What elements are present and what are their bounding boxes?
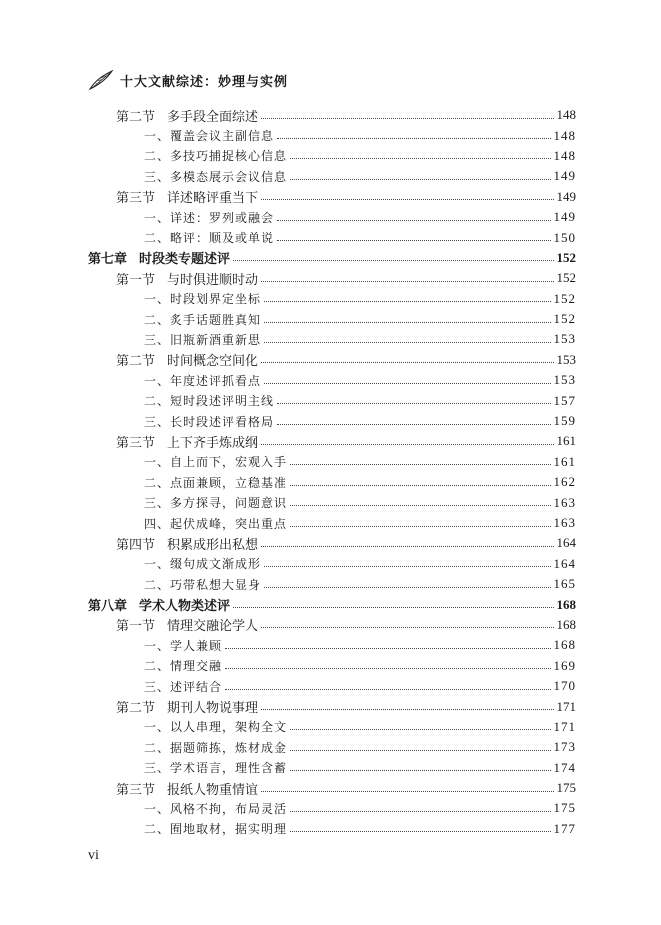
toc-entry-label [144,413,274,430]
toc-entry-label [144,555,261,572]
toc-entry-label [144,392,274,409]
toc-entry-page: 164 [556,535,576,551]
dot-leader [277,220,550,221]
toc-entry-page: 169 [553,657,576,673]
toc-item-entry [88,472,576,492]
toc-entry-page: 171 [556,698,576,714]
toc-entry-page: 173 [553,739,576,755]
dot-leader [261,281,553,282]
toc-entry-title: 二、情理交融 [144,659,223,674]
toc-entry-title: 积累成形出私想 [167,537,259,553]
toc-item-entry [88,492,576,512]
dot-leader [277,138,550,139]
toc-entry-title: 一、覆盖会议主副信息 [144,129,275,144]
toc-section-entry [88,615,576,635]
dot-leader [264,566,550,567]
toc-entry-number: 第四节 [116,537,156,553]
toc-entry-title: 二、巧带私想大显身 [144,577,262,592]
toc-entry-page: 153 [556,351,576,367]
toc-entry-label [144,229,274,246]
toc-item-entry [88,513,576,533]
dot-leader [277,240,550,241]
toc-entry-page: 177 [553,820,576,836]
toc-entry-number: 第三节 [116,435,156,451]
toc-entry-number: 第二节 [116,701,156,717]
toc-section-entry [88,533,576,553]
toc-entry-page: 159 [553,413,576,429]
toc-entry-page: 153 [553,372,576,388]
toc-entry-title: 一、自上而下，宏观入手 [144,455,288,470]
toc-section-entry [88,778,576,798]
toc-entry-page: 149 [553,168,576,184]
toc-entry-page: 148 [556,107,576,123]
toc-item-entry [88,289,576,309]
toc-item-entry [88,329,576,349]
dot-leader [290,729,550,730]
toc-entry-label [116,615,258,634]
toc-entry-title: 三、述评结合 [144,679,223,694]
toc-entry-label [144,515,287,532]
toc-entry-label [144,759,287,776]
dot-leader [233,260,553,261]
toc-entry-label [144,494,287,511]
toc-entry-title: 二、炙手话题胜真知 [144,312,262,327]
toc-entry-page: 161 [556,433,576,449]
toc-entry-number: 第八章 [88,599,128,615]
dot-leader [290,526,550,527]
toc-entry-label [144,290,261,307]
toc-entry-page: 152 [553,290,576,306]
dot-leader [225,668,550,669]
toc-section-entry [88,268,576,288]
toc-entry-label [144,637,222,654]
toc-item-entry [88,758,576,778]
toc-item-entry [88,737,576,757]
toc-entry-title: 报纸人物重情谊 [167,782,259,798]
toc-entry-page: 153 [553,331,576,347]
toc-entry-number: 第二节 [116,109,156,125]
toc-item-entry [88,411,576,431]
dot-leader [261,362,553,363]
toc-entry-page: 149 [553,209,576,225]
page-number: vi [88,848,99,863]
toc-section-entry [88,431,576,451]
toc-section-entry [88,350,576,370]
toc-entry-label [88,248,230,267]
dot-leader [290,485,550,486]
toc-entry-title: 一、年度述评抓看点 [144,373,262,388]
dot-leader [264,322,550,323]
toc-entry-number: 第二节 [116,354,156,370]
toc-item-entry [88,452,576,472]
toc-entry-label [144,168,287,185]
toc-entry-label [116,106,258,125]
toc-section-entry [88,187,576,207]
toc-entry-label [144,657,222,674]
dot-leader [264,342,550,343]
toc-item-entry [88,390,576,410]
dot-leader [290,464,550,465]
dot-leader [290,750,550,751]
toc-entry-label [144,331,261,348]
toc-entry-label [116,534,258,553]
toc-item-entry [88,125,576,145]
toc-entry-label [144,576,261,593]
dot-leader [290,158,550,159]
toc-entry-title: 一、时段划界定坐标 [144,292,262,307]
toc-entry-label [88,595,230,614]
toc-entry-title: 情理交融论学人 [167,619,259,635]
toc-entry-page: 152 [556,249,576,265]
toc-entry-title: 三、旧瓶新酒重新思 [144,332,262,347]
dot-leader [225,689,550,690]
toc-entry-page: 164 [553,555,576,571]
toc-entry-label [144,147,287,164]
toc-entry-title: 一、学人兼顾 [144,638,223,653]
toc-entry-title: 二、多技巧捕捉核心信息 [144,149,288,164]
dot-leader [264,587,550,588]
toc-entry-page: 148 [553,147,576,163]
toc-entry-label [144,820,287,837]
toc-entry-page: 150 [553,229,576,245]
toc-entry-title: 与时俱进顺时动 [167,272,259,288]
toc-item-entry [88,146,576,166]
toc-entry-page: 149 [556,188,576,204]
toc-entry-title: 时间概念空间化 [167,354,259,370]
toc-item-entry [88,717,576,737]
toc-entry-page: 175 [553,800,576,816]
toc-entry-title: 详述略评重当下 [167,191,259,207]
toc-item-entry [88,574,576,594]
toc-entry-title: 四、起伏成峰，突出重点 [144,516,288,531]
toc-section-entry [88,105,576,125]
toc-entry-page: 148 [553,127,576,143]
dot-leader [261,709,553,710]
dot-leader [290,770,550,771]
toc-entry-page: 170 [553,678,576,694]
dot-leader [264,301,550,302]
toc-entry-label [144,372,261,389]
toc-entry-title: 二、点面兼顾，立稳基准 [144,475,288,490]
toc-entry-title: 二、据题筛拣，炼材成金 [144,740,288,755]
toc-entry-page: 168 [553,637,576,653]
toc-entry-title: 一、风格不拘，布局灵活 [144,801,288,816]
toc-item-entry [88,656,576,676]
toc-chapter-entry [88,594,576,614]
toc-entry-label [144,739,287,756]
toc-item-entry [88,227,576,247]
toc-item-entry [88,309,576,329]
toc-entry-page: 152 [556,270,576,286]
toc-entry-page: 163 [553,494,576,510]
dot-leader [225,648,550,649]
toc-entry-label [144,800,287,817]
dot-leader [261,444,553,445]
toc-entry-title: 时段类专题述评 [139,252,231,268]
toc-item-entry [88,166,576,186]
toc-entry-title: 三、多模态展示会议信息 [144,169,288,184]
toc-entry-title: 三、长时段述评看格局 [144,414,275,429]
toc-entry-title: 多手段全面综述 [167,109,259,125]
dot-leader [277,403,550,404]
toc-entry-page: 161 [553,453,576,469]
toc-item-entry [88,370,576,390]
toc-entry-label [144,453,287,470]
toc-entry-number: 第三节 [116,191,156,207]
toc-entry-title: 期刊人物说事理 [167,701,259,717]
toc-entry-title: 三、多方探寻，问题意识 [144,496,288,511]
toc-entry-title: 上下齐手炼成纲 [167,435,259,451]
dot-leader [233,607,553,608]
toc-item-entry [88,819,576,839]
toc-entry-title: 二、略评：顺及或单说 [144,231,275,246]
dot-leader [261,791,553,792]
toc-entry-number: 第一节 [116,272,156,288]
toc-entry-label [144,718,287,735]
toc-entry-label [116,432,258,451]
toc-item-entry [88,798,576,818]
dot-leader [277,424,550,425]
toc-entry-label [116,187,258,206]
toc-entry-page: 163 [553,515,576,530]
toc-entry-label [144,678,222,695]
toc-entry-title: 一、详述：罗列或融会 [144,210,275,225]
feather-quill-icon [88,69,114,91]
toc-entry-label [116,350,258,369]
dot-leader [261,546,553,547]
toc-entry-label [144,127,274,144]
toc-entry-label [144,474,287,491]
toc-entry-title: 三、学术语言，理性含蓄 [144,761,288,776]
toc-entry-page: 152 [553,311,576,327]
toc-entry-title: 二、囿地取材，据实明理 [144,822,288,837]
toc-item-entry [88,676,576,696]
running-header [88,68,288,92]
toc-entry-title: 学术人物类述评 [139,599,231,615]
toc-entry-number: 第七章 [88,252,128,268]
toc-entry-page: 162 [553,474,576,490]
dot-leader [261,118,553,119]
toc-section-entry [88,696,576,716]
dot-leader [290,179,550,180]
toc-chapter-entry [88,248,576,268]
table-of-contents [88,105,576,839]
toc-entry-page: 168 [556,596,576,612]
toc-entry-label [116,779,258,798]
toc-entry-number: 第三节 [116,782,156,798]
toc-entry-title: 一、以人串理，架构全文 [144,720,288,735]
toc-item-entry [88,554,576,574]
toc-entry-label [116,269,258,288]
dot-leader [264,383,550,384]
toc-item-entry [88,207,576,227]
dot-leader [290,505,550,506]
toc-entry-page: 157 [553,392,576,408]
toc-item-entry [88,635,576,655]
toc-entry-page: 171 [553,718,576,734]
toc-entry-title: 一、缀句成文渐成形 [144,557,262,572]
toc-entry-label [116,697,258,716]
toc-entry-page: 174 [553,759,576,775]
toc-entry-number: 第一节 [116,619,156,635]
dot-leader [261,199,553,200]
toc-entry-label [144,209,274,226]
toc-entry-label [144,311,261,328]
toc-entry-page: 175 [556,780,576,796]
toc-entry-page: 168 [556,616,576,632]
header-title: 十大文献综述：妙理与实例 [120,74,289,90]
toc-entry-title: 二、短时段述评明主线 [144,394,275,409]
dot-leader [290,811,550,812]
dot-leader [290,831,550,832]
toc-entry-page: 165 [553,576,576,592]
dot-leader [261,627,553,628]
